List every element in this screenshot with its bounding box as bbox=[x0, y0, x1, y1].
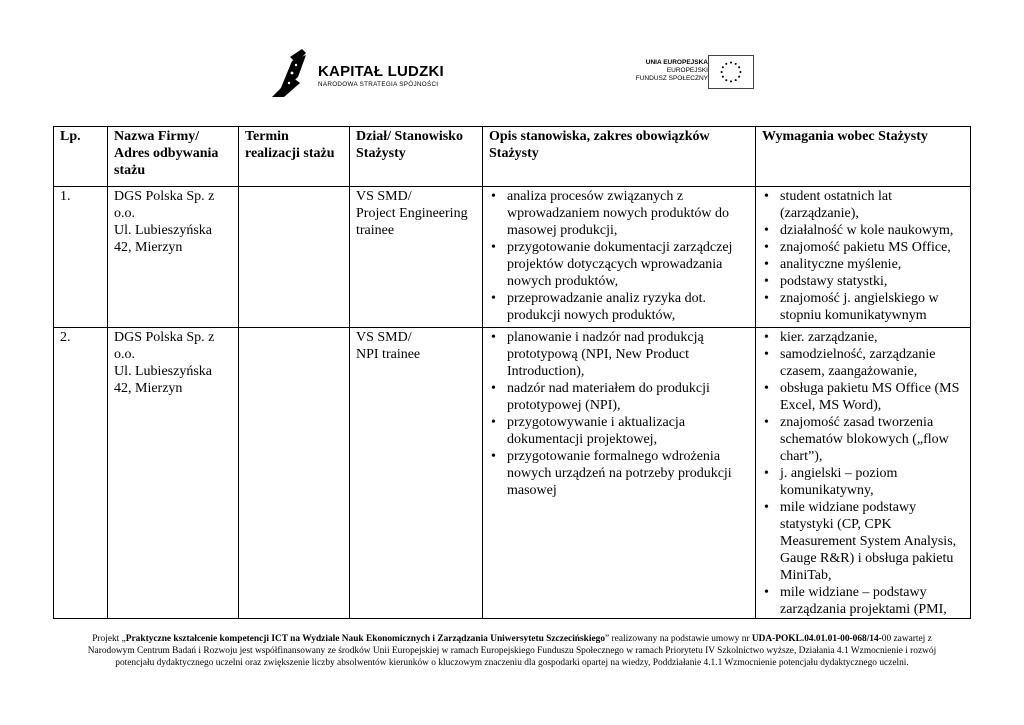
cell-dzial bbox=[350, 328, 483, 619]
col-header-termin: Termin realizacji stażu bbox=[239, 127, 350, 187]
table-header-row bbox=[54, 127, 971, 187]
eu-logo-text bbox=[636, 59, 708, 84]
list-item: • analityczne myślenie, bbox=[780, 256, 964, 273]
list-item: • student ostatnich lat (zarządzanie), bbox=[780, 188, 964, 222]
eu-star bbox=[730, 62, 732, 64]
cell-wymagania bbox=[756, 328, 971, 619]
list-item: • planowanie i nadzór nad produkcją prototypową (NPI, New Product Introduction), bbox=[507, 329, 749, 380]
cell-lp: 1. bbox=[54, 187, 108, 328]
dzial-line: NPI trainee bbox=[356, 347, 421, 362]
cell-firma bbox=[108, 187, 239, 328]
list-item: • kier. zarządzanie, bbox=[780, 329, 964, 346]
list-item: • znajomość zasad tworzenia schematów blokowych („flow chart”), bbox=[780, 414, 964, 465]
table-row bbox=[54, 187, 971, 328]
eu-star bbox=[735, 63, 737, 65]
table-row bbox=[54, 328, 971, 619]
list-item: • przeprowadzanie analiz ryzyka dot. produkcji nowych produktów, bbox=[507, 290, 749, 324]
footer-text: Projekt „ bbox=[92, 634, 126, 644]
col-header-firma: Nazwa Firmy/ Adres odbywania stażu bbox=[108, 127, 239, 187]
cell-dzial bbox=[350, 187, 483, 328]
eu-flag-icon bbox=[708, 55, 754, 89]
eu-logo bbox=[612, 55, 754, 91]
eu-line1: UNIA EUROPEJSKA bbox=[645, 59, 708, 66]
eu-star bbox=[738, 66, 740, 68]
footer-project-title: Praktyczne kształcenie kompetencji ICT na Wydziale Nauk Ekonomicznych i Zarządzania Uniwersytetu Szczecińskiego bbox=[125, 634, 606, 644]
col-header-opis: Opis stanowiska, zakres obowiązków Stażysty bbox=[483, 127, 756, 187]
eu-star bbox=[722, 66, 724, 68]
eu-star bbox=[735, 79, 737, 81]
firma-address: Ul. Lubieszyńska 42, Mierzyn bbox=[114, 364, 212, 396]
list-item: • działalność w kole naukowym, bbox=[780, 222, 964, 239]
eu-star bbox=[725, 79, 727, 81]
cell-termin bbox=[239, 187, 350, 328]
eu-star bbox=[739, 71, 741, 73]
footer-text: 00 zawartej z Narodowym Centrum Badań i Rozwoju jest współfinansowany ze środków Unii Europejskiej w ramach Europejskiego Funduszu Społecznego w ramach Priorytetu IV Szkolnictwo wyższe, Działania 4.1 Wzmocnienie i rozwój potencjału dydaktycznego uczelni oraz zwiększenie liczby absolwentów kierunków o kluczowym znaczeniu dla gospodarki opartej na wiedzy, Poddziałanie 4.1.1 Wzmocnienie potencjału dydaktycznego uczelni. bbox=[87, 634, 937, 668]
list-item: • przygotowanie dokumentacji zarządczej projektów dotyczących wprowadzania nowych produktów, bbox=[507, 239, 749, 290]
kapital-ludzki-logo bbox=[270, 47, 450, 101]
list-item: • samodzielność, zarządzanie czasem, zaangażowanie, bbox=[780, 346, 964, 380]
logo-title: KAPITAŁ LUDZKI bbox=[318, 63, 444, 80]
list-item: • podstawy statystki, bbox=[780, 273, 964, 290]
cell-firma bbox=[108, 328, 239, 619]
eu-star bbox=[738, 76, 740, 78]
eu-star bbox=[722, 76, 724, 78]
internship-table bbox=[53, 126, 971, 619]
list-item: • nadzór nad materiałem do produkcji prototypowej (NPI), bbox=[507, 380, 749, 414]
cell-opis bbox=[483, 187, 756, 328]
footer-contract-number: UDA-POKL.04.01.01-00-068/14- bbox=[751, 634, 882, 644]
firma-name: DGS Polska Sp. z o.o. bbox=[114, 330, 215, 362]
cell-termin bbox=[239, 328, 350, 619]
logo-subtitle: NARODOWA STRATEGIA SPÓJNOŚCI bbox=[318, 81, 439, 88]
col-header-lp: Lp. bbox=[54, 127, 108, 187]
col-header-wymagania: Wymagania wobec Stażysty bbox=[756, 127, 971, 187]
list-item: • j. angielski – poziom komunikatywny, bbox=[780, 465, 964, 499]
eu-star bbox=[725, 63, 727, 65]
list-item: • mile widziane – podstawy zarządzania projektami (PMI, bbox=[780, 584, 964, 616]
list-item: • przygotowanie formalnego wdrożenia nowych urządzeń na potrzeby produkcji masowej bbox=[507, 448, 749, 499]
cell-opis bbox=[483, 328, 756, 619]
list-item: • obsługa pakietu MS Office (MS Excel, MS Word), bbox=[780, 380, 964, 414]
footer-text: ” realizowany na podstawie umowy nr bbox=[605, 634, 752, 644]
firma-address: Ul. Lubieszyńska 42, Mierzyn bbox=[114, 223, 212, 255]
list-item: • znajomość j. angielskiego w stopniu komunikatywnym bbox=[780, 290, 964, 324]
list-item: • analiza procesów związanych z wprowadzaniem nowych produktów do masowej produkcji, bbox=[507, 188, 749, 239]
list-item: • znajomość pakietu MS Office, bbox=[780, 239, 964, 256]
cell-wymagania bbox=[756, 187, 971, 328]
cell-lp: 2. bbox=[54, 328, 108, 619]
eu-line2: EUROPEJSKI bbox=[666, 67, 708, 75]
dzial-line: Project Engineering trainee bbox=[356, 206, 468, 238]
kapital-ludzki-logo-icon bbox=[270, 47, 310, 99]
firma-name: DGS Polska Sp. z o.o. bbox=[114, 189, 215, 221]
eu-line3: FUNDUSZ SPOŁECZNY bbox=[635, 75, 708, 83]
eu-star bbox=[721, 71, 723, 73]
dzial-line: VS SMD/ bbox=[356, 189, 412, 204]
list-item: • mile widziane podstawy statystyki (CP, CPK Measurement System Analysis, Gauge R&R) i obsługa pakietu MiniTab, bbox=[780, 499, 964, 584]
page-footer bbox=[72, 633, 952, 669]
dzial-line: VS SMD/ bbox=[356, 330, 412, 345]
eu-star bbox=[730, 80, 732, 82]
list-item: • przygotowywanie i aktualizacja dokumentacji projektowej, bbox=[507, 414, 749, 448]
col-header-dzial: Dział/ Stanowisko Stażysty bbox=[350, 127, 483, 187]
